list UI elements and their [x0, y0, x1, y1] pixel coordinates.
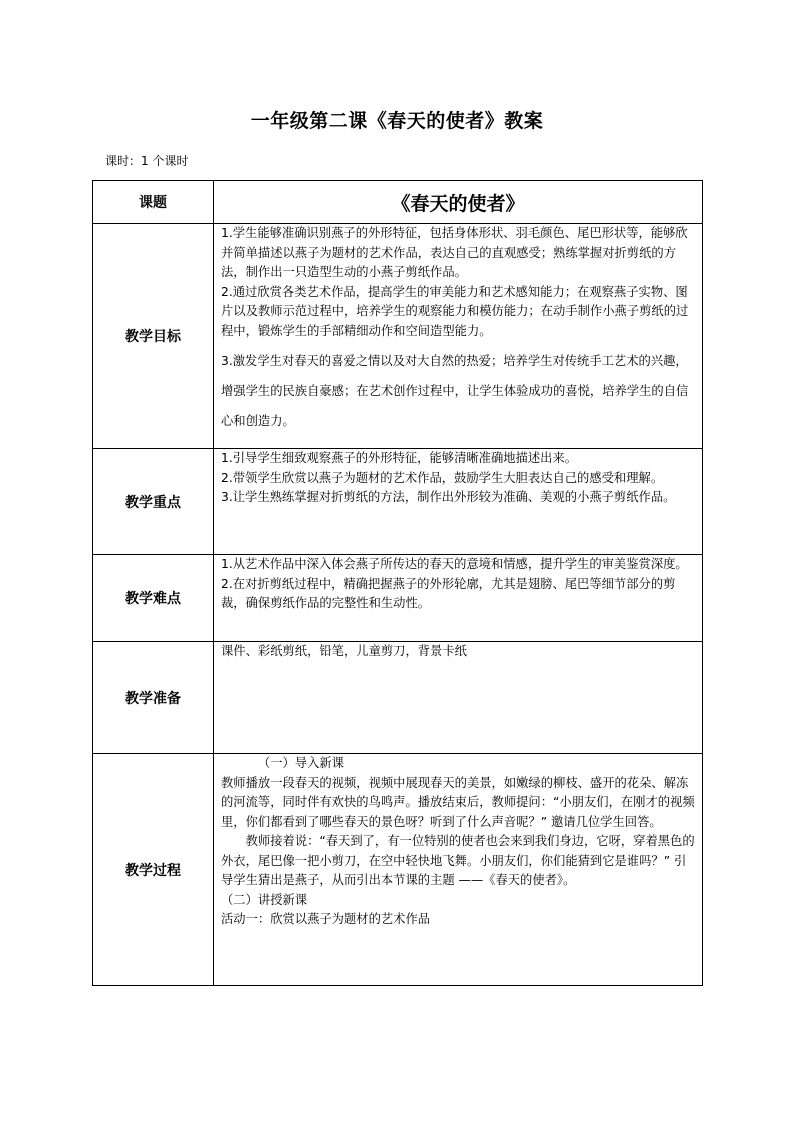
- goal-item: 2.通过欣赏各类艺术作品，提高学生的审美能力和艺术感知能力；在观察燕子实物、图片以及教师示范过程中，培养学生的观察能力和模仿能力；在动手制作小燕子剪纸的过程中，锻炼学生的手部精细动作和空间造型能力。: [221, 284, 689, 338]
- process-section-heading: （二）讲授新课: [221, 892, 308, 907]
- goals-label: 教学目标: [93, 224, 214, 449]
- difficulty-item: 2.在对折剪纸过程中，精确把握燕子的外形轮廓，尤其是翅膀、尾巴等细节部分的剪裁，确保剪纸作品的完整性和生动性。: [221, 576, 676, 610]
- difficulties-label: 教学难点: [93, 555, 214, 642]
- process-activity: 活动一：欣赏以燕子为题材的艺术作品: [221, 912, 431, 926]
- lesson-duration: 课时：1 个课时: [105, 154, 189, 168]
- difficulty-item: 1.从艺术作品中深入体会燕子所传达的春天的意境和情感，提升学生的审美鉴赏深度。: [221, 557, 688, 571]
- table-row-focus: [93, 449, 703, 555]
- table-row-subject: [93, 181, 703, 224]
- table-row-difficulties: [93, 555, 703, 642]
- subject-label: 课题: [93, 181, 214, 224]
- preparation-label: 教学准备: [93, 642, 214, 754]
- document-title: 一年级第二课《春天的使者》教案: [250, 110, 544, 132]
- subject-value: 《春天的使者》: [214, 181, 703, 224]
- process-label: 教学过程: [93, 754, 214, 986]
- table-row-preparation: [93, 642, 703, 754]
- preparation-content: 课件、彩纸剪纸，铅笔，儿童剪刀，背景卡纸: [214, 642, 703, 754]
- focus-item: 2.带领学生欣赏以燕子为题材的艺术作品，鼓励学生大胆表达自己的感受和理解。: [221, 470, 664, 485]
- difficulties-content: [214, 555, 703, 642]
- goal-item: 1.学生能够准确识别燕子的外形特征，包括身体形状、羽毛颜色、尾巴形状等，能够欣并简单描述以燕子为题材的艺术作品，表达自己的直观感受；熟练掌握对折剪纸的方法，制作出一只造型生动的小燕子剪纸作品。: [221, 226, 688, 279]
- process-paragraph: 教师接着说：“春天到了，有一位特别的使者也会来到我们身边，它呀，穿着黑色的外衣，尾巴像一把小剪刀，在空中轻快地飞舞。小朋友们，你们能猜到它是谁吗？” 引导学生猜出是燕子，从而引出本节课的主题 ——《春天的使者》。: [221, 834, 695, 887]
- goals-content: [214, 224, 703, 449]
- goal-item: 3.激发学生对春天的喜爱之情以及对大自然的热爱；培养学生对传统手工艺术的兴趣，增强学生的民族自豪感；在艺术创作过程中，让学生体验成功的喜悦，培养学生的自信心和创造力。: [221, 354, 689, 428]
- lesson-plan-table: [92, 180, 703, 986]
- focus-item: 3.让学生熟练掌握对折剪纸的方法，制作出外形较为准确、美观的小燕子剪纸作品。: [221, 490, 676, 504]
- process-section-heading: （一）导入新课: [257, 756, 344, 770]
- focus-item: 1.引导学生细致观察燕子的外形特征，能够清晰准确地描述出来。: [221, 451, 578, 465]
- focus-content: [214, 449, 703, 555]
- focus-label: 教学重点: [93, 449, 214, 555]
- process-content: [214, 754, 703, 986]
- table-row-goals: [93, 224, 703, 449]
- process-paragraph: 教师播放一段春天的视频，视频中展现春天的美景，如嫩绿的柳枝、盛开的花朵、解冻的河流等，同时伴有欢快的鸟鸣声。播放结束后，教师提问：“小朋友们，在刚才的视频里，你们都看到了哪些春天的景色呀？听到了什么声音呢？” 邀请几位学生回答。: [221, 775, 695, 829]
- table-row-process: [93, 754, 703, 986]
